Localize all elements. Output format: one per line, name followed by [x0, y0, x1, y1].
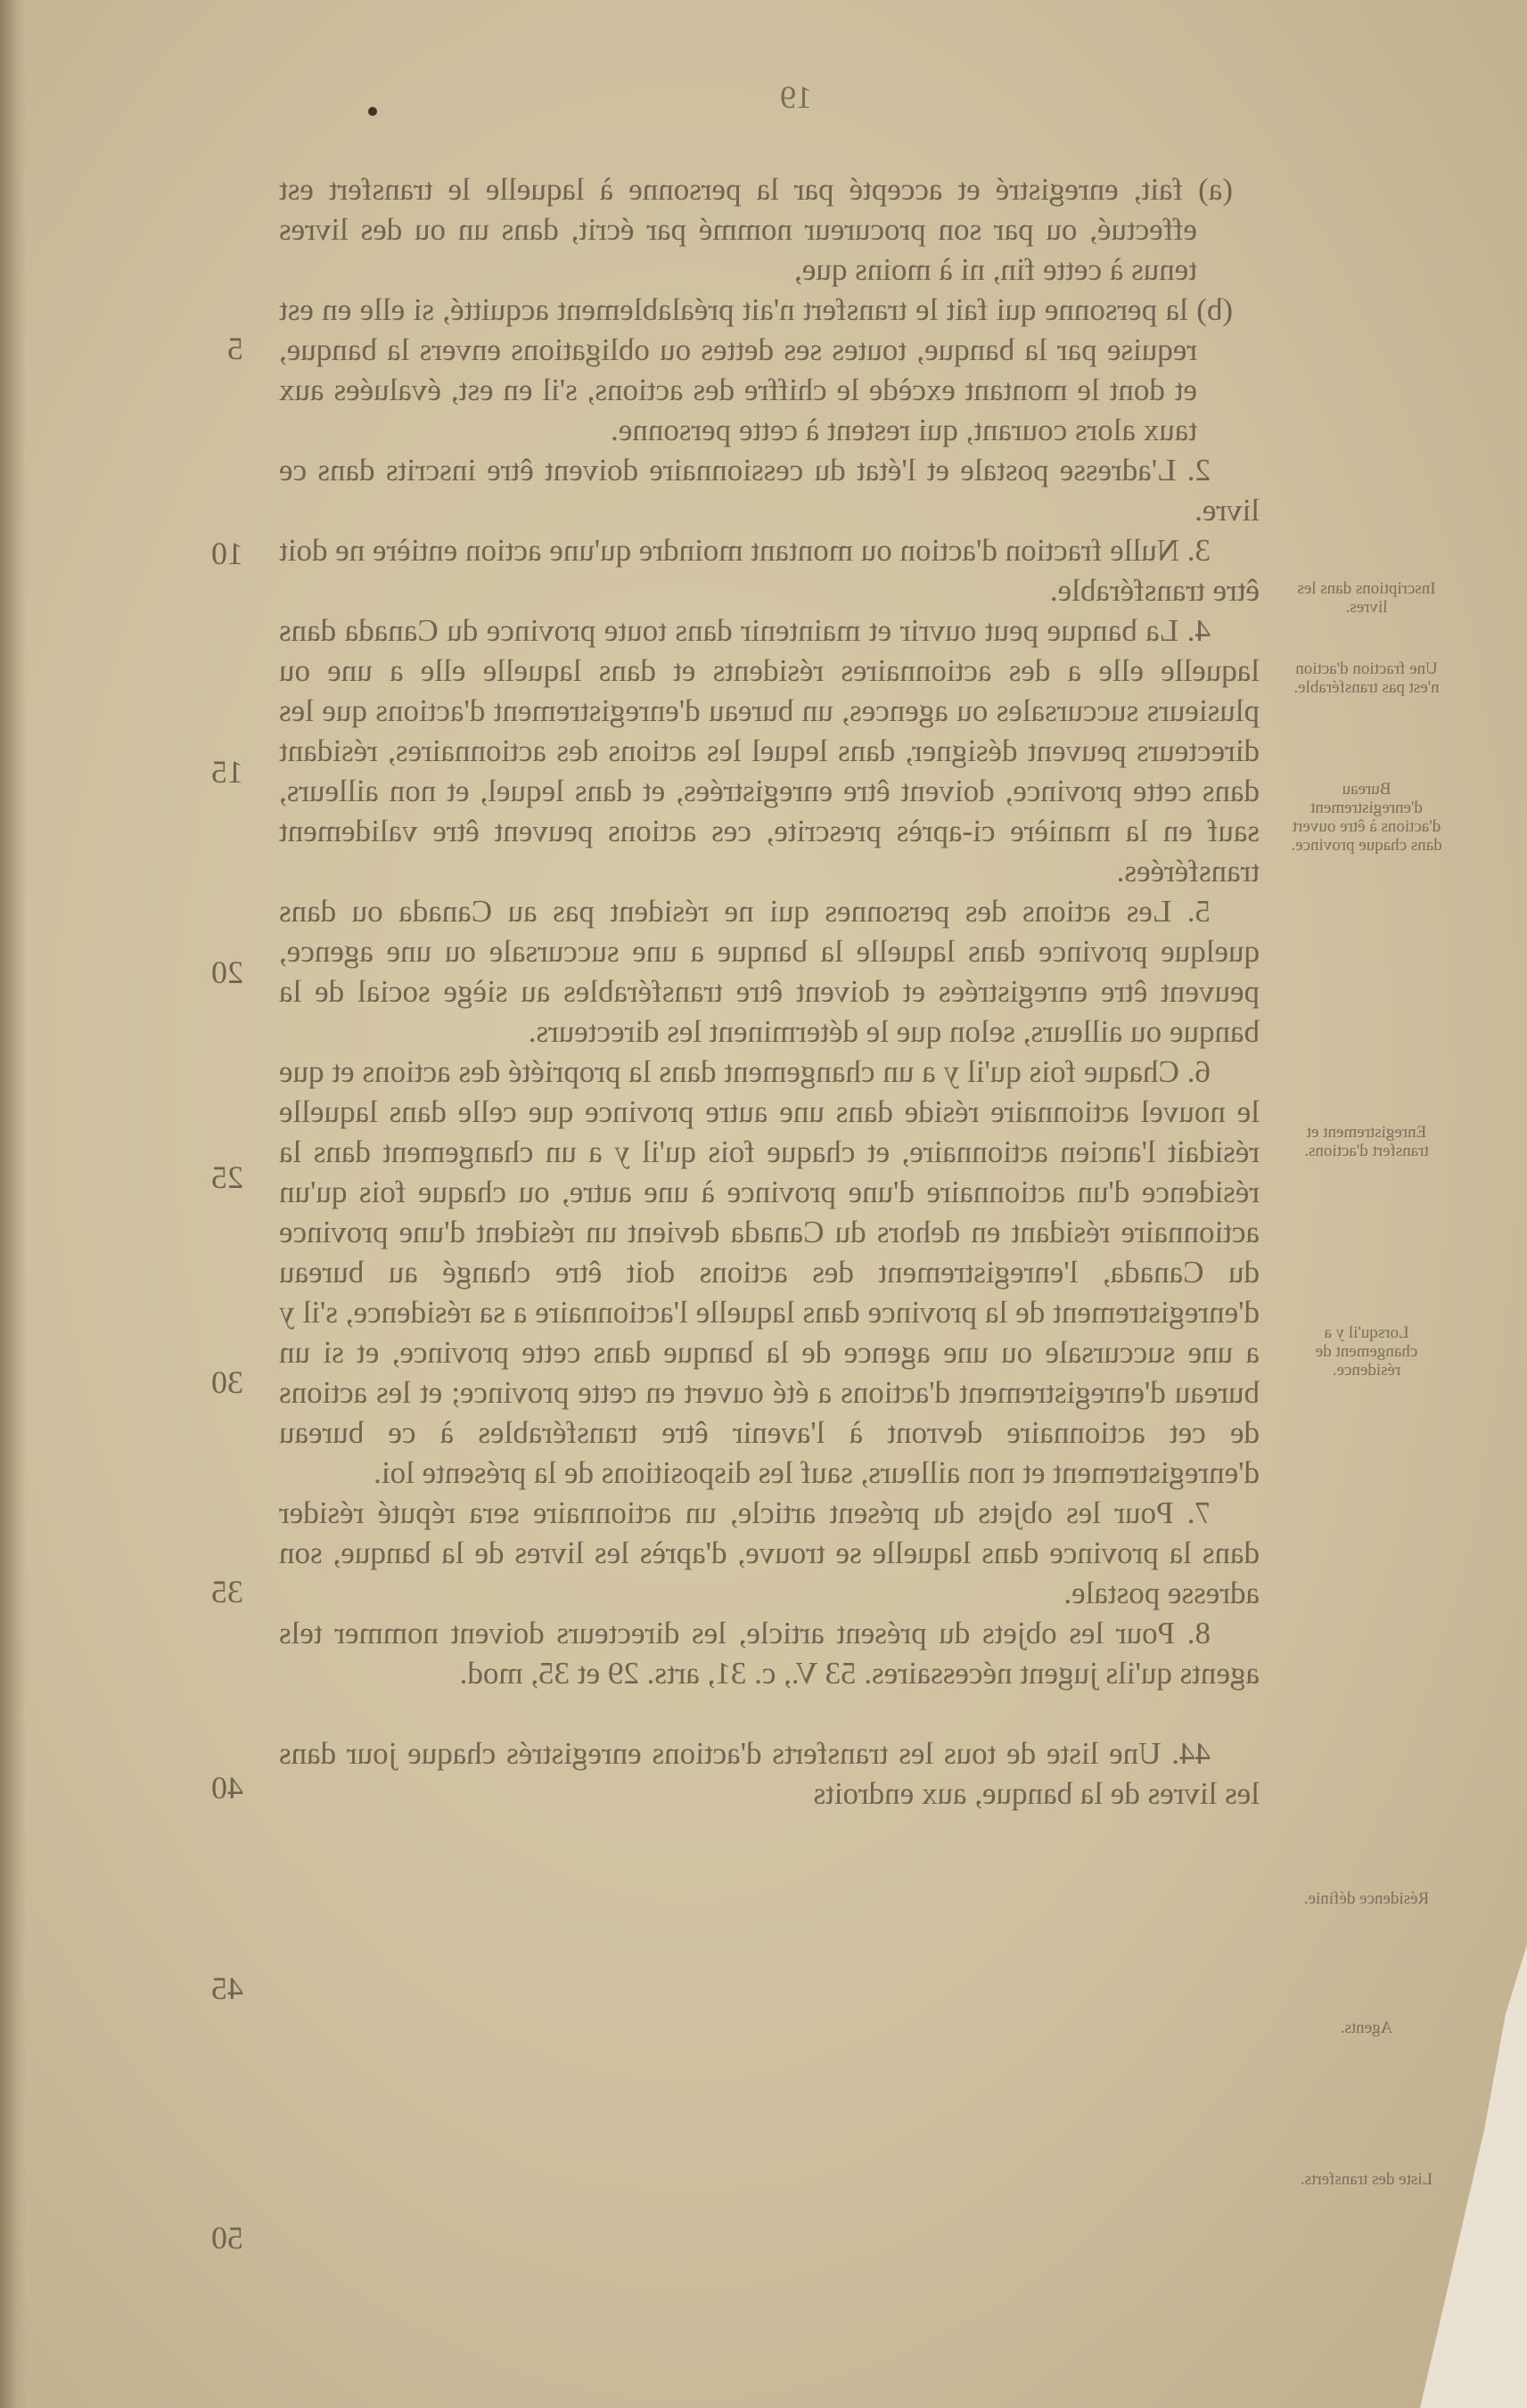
paragraph: 6. Chaque fois qu'il y a un changement dans la propriété des actions et que le nouvel actionnaire réside dans une autre province que celle dans laquelle résidait l'ancien actionnaire, et chaque fois qu'il y a un changement dans la résidence d'un actionnaire d'une province à une autre, ou chaque fois qu'un actionnaire résidant en dehors du Canada devient un résident d'une province du Canada, l'enregistrement des actions doit être changé au bureau d'enregistrement de la province dans laquelle l'actionnaire a sa résidence, s'il y a une succursale ou une agence de la banque dans cette province, et si un bureau d'enregistrement d'actions a été ouvert en cette province; et les actions de cet actionnaire devront à l'avenir être transférables à ce bureau d'enregistrement et non ailleurs, sauf les dispositions de la présente loi.	[279, 1054, 1260, 1490]
line-number: 30	[211, 1364, 243, 1400]
paragraph: 3. Nulle fraction d'action ou montant moindre qu'une action entière ne doit être transférable.	[279, 533, 1260, 608]
margin-note: Une fraction d'action n'est pas transférable.	[1293, 659, 1440, 697]
paragraph: 4. La banque peut ouvrir et maintenir dans toute province du Canada dans laquelle elle a des actionnaires résidents et dans laquelle elle a une ou plusieurs succursales ou agences, un bureau d'enregistrement d'actions que les directeurs peuvent désigner, dans lequel les actions des actionnaires, résidant dans cette province, doivent être enregistrées, et dans lequel, et non ailleurs, sauf en la manière ci-après prescrite, ces actions peuvent être validement transférées.	[279, 613, 1260, 889]
page-number: 19	[780, 79, 812, 115]
paragraph: (a) fait, enregistré et accepté par la personne à laquelle le transfert est effectué, ou par son procureur nommé par écrit, dans un ou des livres tenus à cette fin, ni à moins que,	[279, 172, 1233, 287]
margin-note: Inscriptions dans les livres.	[1297, 579, 1436, 617]
line-number: 15	[211, 754, 243, 790]
line-number: 35	[211, 1574, 243, 1609]
line-number: 50	[211, 2220, 243, 2256]
paragraph: 5. Les actions des personnes qui ne résident pas au Canada ou dans quelque province dans laquelle la banque a une succursale ou une agence, peuvent être enregistrées et doivent être transférables au siège social de la banque ou ailleurs, selon que le déterminent les directeurs.	[279, 894, 1260, 1049]
paragraph: 7. Pour les objets du présent article, un actionnaire sera réputé résider dans la province dans laquelle se trouve, d'après les livres de la banque, son adresse postale.	[279, 1495, 1260, 1610]
paragraph: 44. Une liste de tous les transferts d'actions enregistrés chaque jour dans les livres de la banque, aux endroits	[279, 1736, 1260, 1811]
line-number: 20	[211, 954, 243, 990]
margin-note: Liste des transferts.	[1300, 2170, 1433, 2189]
margin-note: Agents.	[1340, 2019, 1393, 2037]
body-text	[279, 169, 1260, 1814]
paragraph: 8. Pour les objets du présent article, les directeurs doivent nommer tels agents qu'ils jugent nécessaires. 53 V., c. 31, arts. 29 et 35, mod.	[279, 1616, 1260, 1691]
line-number: 25	[211, 1159, 243, 1195]
paragraph: (b) la personne qui fait le transfert n'ait préalablement acquitté, si elle en est requise par la banque, toutes ses dettes ou obligations envers la banque, et dont le montant excède le chiffre des actions, s'il en est, évaluées aux taux alors courant, qui restent à cette personne.	[279, 292, 1233, 447]
line-number: 45	[211, 1970, 243, 2006]
margin-note: Bureau d'enregistrement d'actions à être ouvert dans chaque province.	[1291, 780, 1442, 855]
line-number: 5	[227, 331, 243, 366]
ink-spot	[368, 107, 377, 116]
line-number: 10	[211, 536, 243, 571]
line-number: 40	[211, 1770, 243, 1806]
paragraph: 2. L'adresse postale et l'état du cessionnaire doivent être inscrits dans ce livre.	[279, 453, 1260, 528]
margin-note: Enregistrement et transfert d'actions.	[1304, 1123, 1429, 1160]
margin-note: Lorsqu'il y a changement de résidence.	[1315, 1323, 1418, 1380]
margin-note: Résidence définie.	[1303, 1889, 1430, 1908]
